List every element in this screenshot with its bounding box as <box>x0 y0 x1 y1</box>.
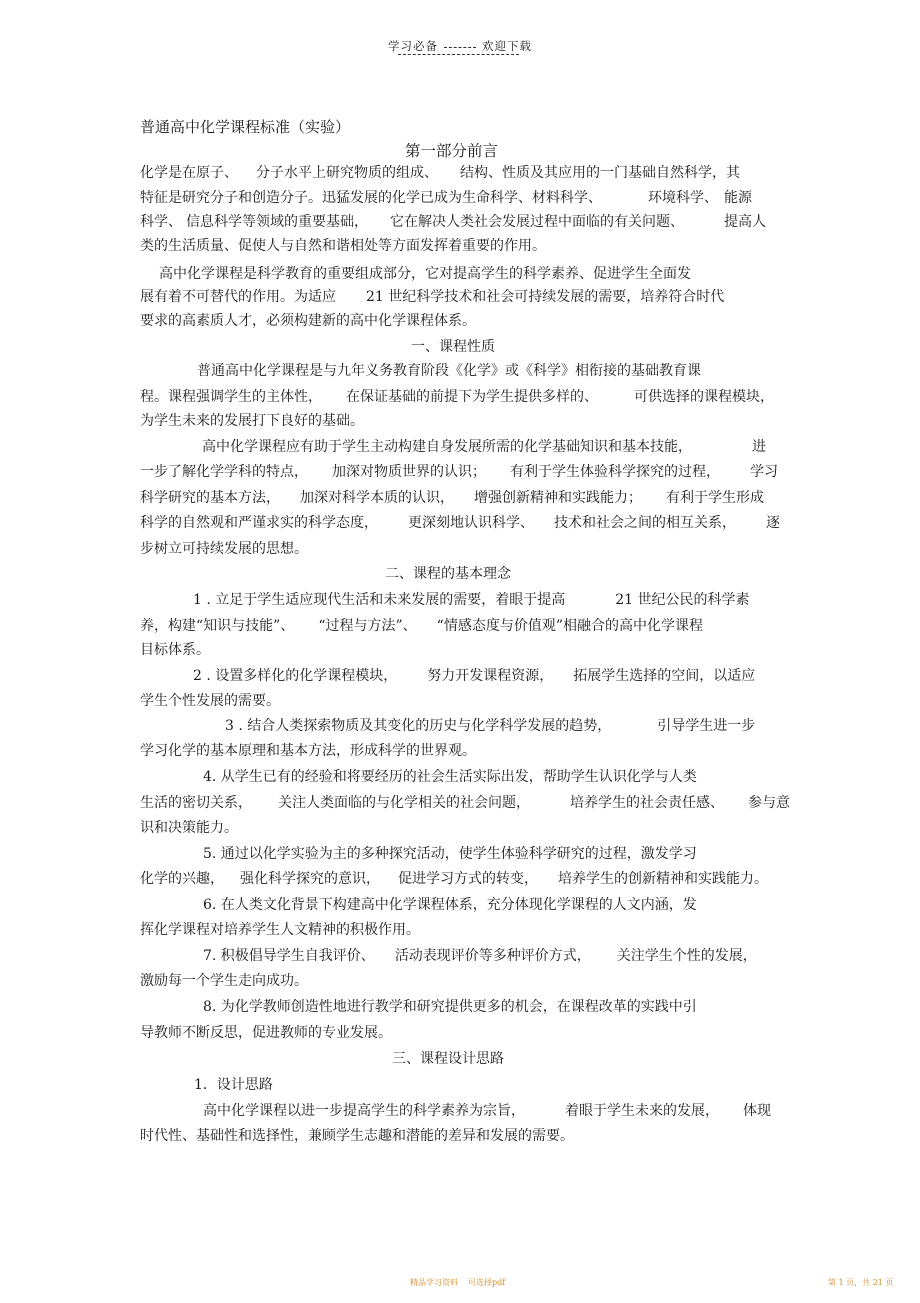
header-separator <box>444 47 476 48</box>
section2-line: 导教师不断反思，促进教师的专业发展。 <box>140 1025 392 1041</box>
section-heading: 二、课程的基本理念 <box>385 566 511 582</box>
section1-line: 一步了解化学学科的特点， 加深对物质世界的认识； 有利于学生体验科学探究的过程， 学习 <box>140 464 778 480</box>
section1-line: 程。课程强调学生的主体性， 在保证基础的前提下为学生提供多样的、 可供选择的课程模块， <box>140 389 774 405</box>
page-number: 第 1 页，共 21 页 <box>828 1278 894 1287</box>
section2-line: 目标体系。 <box>140 642 210 658</box>
section2-line: 生活的密切关系， 关注人类面临的与化学相关的社会问题， 培养学生的社会责任感、 参与意 <box>140 795 790 811</box>
preface-line: 科学、 信息科学等领域的重要基础， 它在解决人类社会发展过程中面临的有关问题、 提高人 <box>140 214 766 230</box>
subsection-heading: 1．设计思路 <box>194 1077 273 1093</box>
preface-line: 特征是研究分子和创造分子。迅猛发展的化学已成为生命科学、材料科学、 环境科学、 能源 <box>140 190 752 206</box>
part-title: 第一部分前言 <box>405 142 499 160</box>
section3-line: 时代性、基础性和选择性，兼顾学生志趣和潜能的差异和发展的需要。 <box>140 1128 574 1144</box>
section3-line: 高中化学课程以进一步提高学生的科学素养为宗旨， 着眼于学生未来的发展， 体现 <box>203 1103 771 1119</box>
footer-left: 精品学习资料 可选择pdf <box>410 1278 506 1287</box>
preface-line: 展有着不可替代的作用。为适应 21 世纪科学技术和社会可持续发展的需要，培养符合时代 <box>140 289 725 305</box>
section1-line: 高中化学课程应有助于学生主动构建自身发展所需的化学基础知识和基本技能， 进 <box>202 439 766 455</box>
section1-line: 步树立可持续发展的思想。 <box>140 541 308 557</box>
section2-line: 激励每一个学生走向成功。 <box>140 973 308 989</box>
section1-line: 为学生未来的发展打下良好的基础。 <box>140 413 364 429</box>
section2-line: 4. 从学生已有的经验和将要经历的社会生活实际出发，帮助学生认识化学与人类 <box>203 769 697 785</box>
preface-line: 类的生活质量、促使人与自然和谐相处等方面发挥着重要的作用。 <box>140 238 546 254</box>
section1-line: 科学的自然观和严谨求实的科学态度， 更深刻地认识科学、 技术和社会之间的相互关系， 逐 <box>140 515 780 531</box>
preface-line: 化学是在原子、 分子水平上研究物质的组成、 结构、性质及其应用的一门基础自然科学，其 <box>140 165 740 181</box>
section2-line: 7. 积极倡导学生自我评价、 活动表现评价等多种评价方式， 关注学生个性的发展， <box>203 948 757 964</box>
section-heading: 三、课程设计思路 <box>392 1051 504 1067</box>
preface-line: 要求的高素质人才，必须构建新的高中化学课程体系。 <box>140 313 476 329</box>
section2-line: 学习化学的基本原理和基本方法，形成科学的世界观。 <box>140 743 476 759</box>
header-underline <box>398 54 519 55</box>
section2-line: 5. 通过以化学实验为主的多种探究活动，使学生体验科学研究的过程，激发学习 <box>203 846 697 862</box>
section-heading: 一、课程性质 <box>411 339 495 355</box>
section2-line: 6. 在人类文化背景下构建高中化学课程体系，充分体现化学课程的人文内涵，发 <box>203 897 697 913</box>
section2-line: 2 . 设置多样化的化学课程模块， 努力开发课程资源， 拓展学生选择的空间，以适应 <box>193 668 756 684</box>
header-right-text: 欢迎下载 <box>482 39 532 53</box>
preface-line: 高中化学课程是科学教育的重要组成部分，它对提高学生的科学素养、促进学生全面发 <box>159 266 691 282</box>
section2-line: 化学的兴趣， 强化科学探究的意识， 促进学习方式的转变， 培养学生的创新精神和实践能力。 <box>140 871 768 887</box>
section2-line: 3 . 结合人类探索物质及其变化的历史与化学科学发展的趋势， 引导学生进一步 <box>225 718 756 734</box>
section2-line: 挥化学课程对培养学生人文精神的积极作用。 <box>140 922 420 938</box>
page-header <box>0 38 920 54</box>
section2-line: 识和决策能力。 <box>140 820 238 836</box>
section2-line: 学生个性发展的需要。 <box>140 693 280 709</box>
section2-line: 1 . 立足于学生适应现代生活和未来发展的需要，着眼于提高 21 世纪公民的科学素 <box>193 592 750 608</box>
section1-line: 普通高中化学课程是与九年义务教育阶段《化学》或《科学》相衔接的基础教育课 <box>197 363 701 379</box>
section2-line: 养，构建“知识与技能”、 “过程与方法”、 “情感态度与价值观”相融合的高中化学课程 <box>140 618 703 634</box>
section2-line: 8. 为化学教师创造性地进行教学和研究提供更多的机会，在课程改革的实践中引 <box>203 999 697 1015</box>
header-left-text: 学习必备 <box>388 39 438 53</box>
document-title: 普通高中化学课程标准（实验） <box>140 118 351 136</box>
section1-line: 科学研究的基本方法， 加深对科学本质的认识， 增强创新精神和实践能力； 有利于学生形成 <box>140 490 764 506</box>
